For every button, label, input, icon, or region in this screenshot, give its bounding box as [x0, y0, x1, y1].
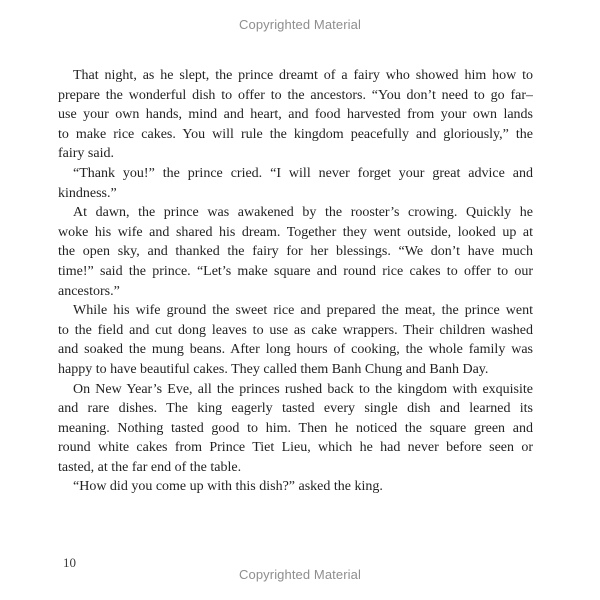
text-line: “How did you come up with this dish?” asked the king. — [73, 479, 383, 495]
text-line: woke his wife and shared his dream. Together they went outside, looked up at — [58, 224, 533, 240]
text-line: tasted, at the far end of the table. — [58, 459, 242, 475]
text-line: That night, as he slept, the prince dreamt of a fairy who showed him how to — [73, 68, 533, 83]
text-line: “Thank you!” the prince cried. “I will never forget your great advice and — [73, 165, 533, 181]
text-line: kindness.” — [58, 185, 117, 201]
text-line: to the field and cut dong leaves to use as cake wrappers. Their children washed — [58, 322, 533, 338]
top-copyright-notice: Copyrighted Material — [239, 17, 361, 32]
text-line: meaning. Nothing tasted good to him. Then he noticed the square green and — [58, 420, 533, 436]
text-line: and rare dishes. The king eagerly tasted every single dish and learned its — [58, 401, 533, 417]
text-line: round white cakes from Prince Tiet Lieu, which he had never before seen or — [58, 440, 533, 456]
text-line: time!” said the prince. “Let’s make square and round rice cakes to offer to our — [58, 263, 533, 279]
text-line: prepare the wonderful dish to offer to the ancestors. “You don’t need to go far– — [58, 87, 533, 103]
text-line: ancestors.” — [58, 283, 120, 299]
text-line: happy to have beautiful cakes. They called them Banh Chung and Banh Day. — [58, 361, 489, 377]
text-line: and soaked the mung beans. After long hours of cooking, the whole family was — [58, 342, 533, 358]
text-line: While his wife ground the sweet rice and prepared the meat, the prince went — [73, 303, 533, 319]
text-line: On New Year’s Eve, all the princes rushed back to the kingdom with exquisite — [73, 381, 533, 397]
page-number: 10 — [63, 555, 76, 570]
text-line: the open sky, and thanked the fairy for her blessings. “We don’t have much — [58, 244, 533, 260]
text-line: fairy said. — [58, 146, 114, 162]
body-text — [58, 66, 533, 497]
text-line: At dawn, the prince was awakened by the rooster’s crowing. Quickly he — [73, 205, 533, 221]
text-line: to make rice cakes. You will rule the kingdom peacefully and gloriously,” the — [58, 126, 533, 142]
bottom-copyright-notice: Copyrighted Material — [239, 567, 361, 582]
text-line: use your own hands, mind and heart, and food harvested from your own lands — [58, 107, 533, 123]
